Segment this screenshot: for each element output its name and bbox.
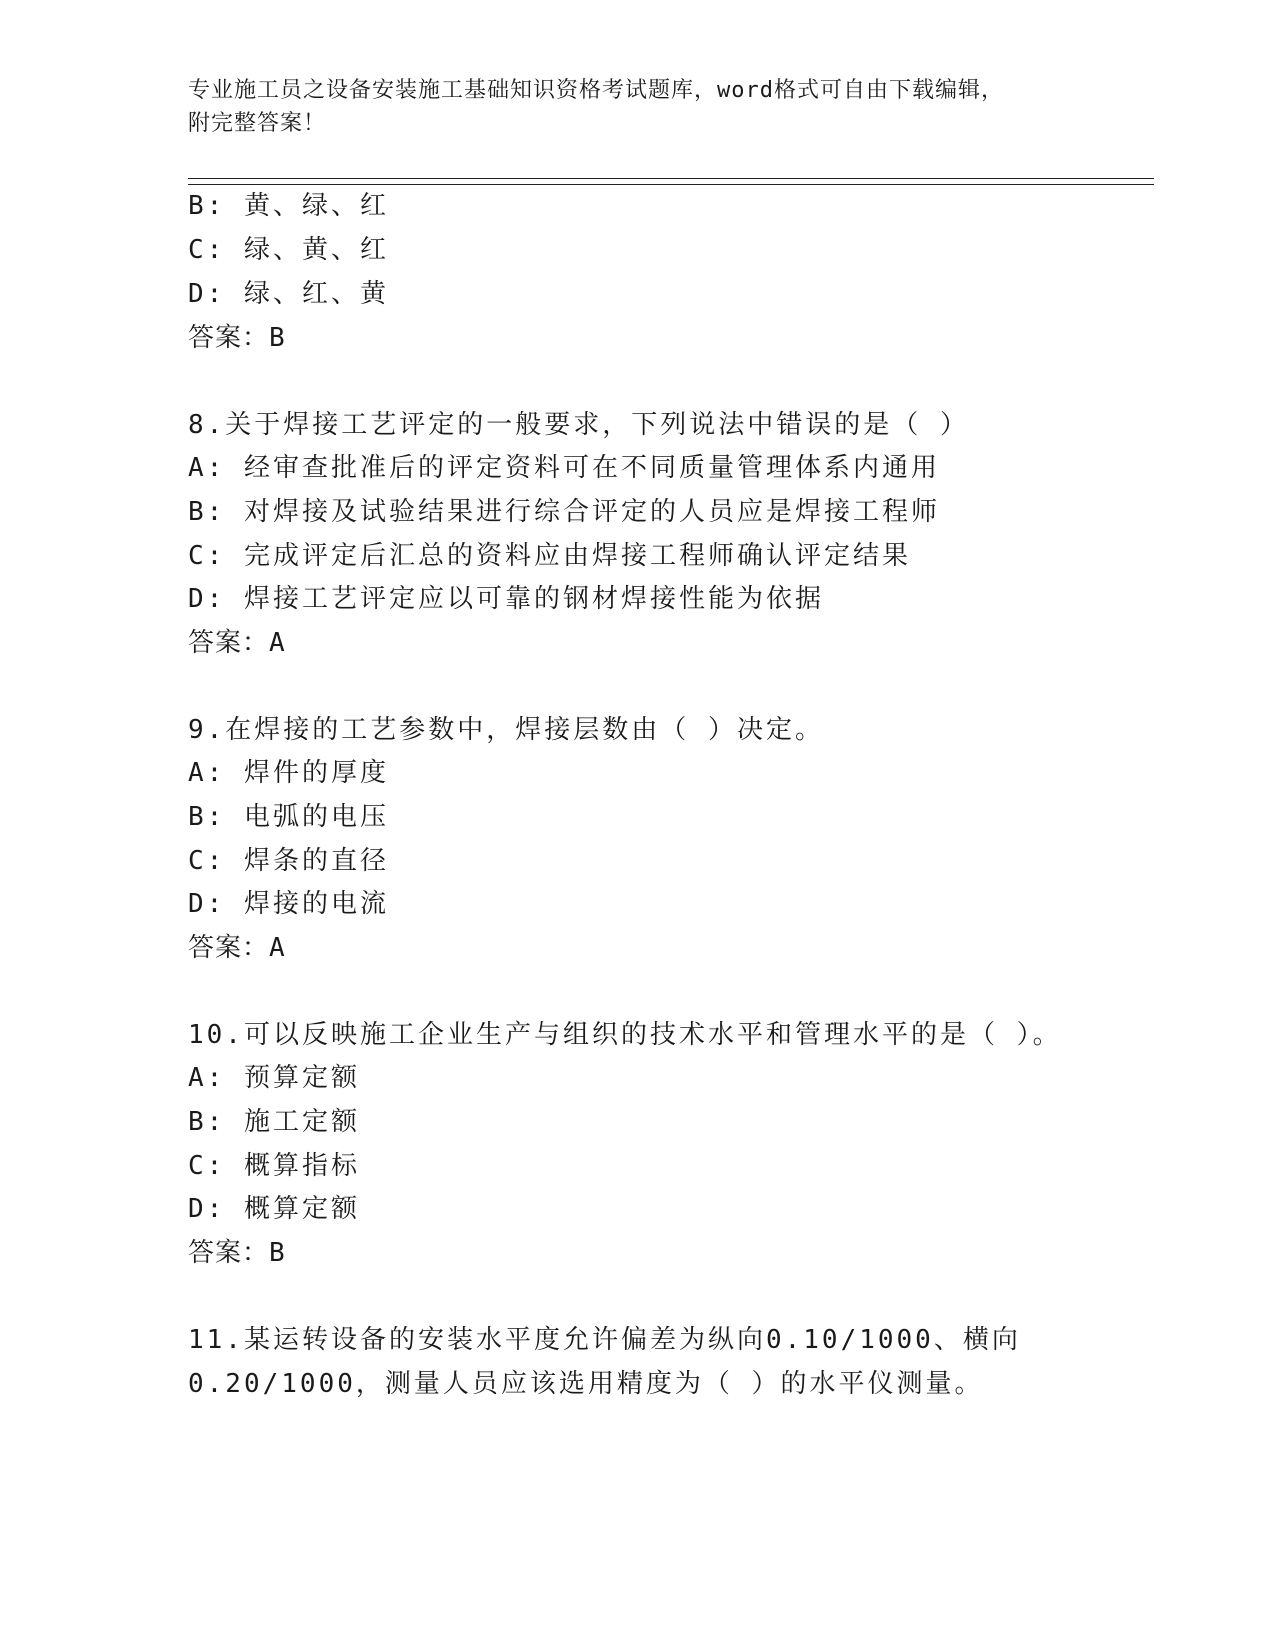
header-line-1: 专业施工员之设备安装施工基础知识资格考试题库，word格式可自由下载编辑，: [188, 78, 1004, 103]
option-d: D: 焊接工艺评定应以可靠的钢材焊接性能为依据: [188, 584, 824, 614]
answer: 答案：A: [188, 628, 286, 658]
document-header: [188, 74, 1088, 140]
option-c: C: 绿、黄、红: [188, 235, 389, 265]
option-a: A: 焊件的厚度: [188, 758, 389, 788]
option-a: A: 经审查批准后的评定资料可在不同质量管理体系内通用: [188, 453, 940, 483]
option-c: C: 概算指标: [188, 1151, 360, 1181]
answer: 答案：B: [188, 323, 286, 353]
option-c: C: 完成评定后汇总的资料应由焊接工程师确认评定结果: [188, 541, 911, 571]
answer: 答案：B: [188, 1238, 286, 1268]
header-divider-bottom: [188, 184, 1154, 185]
header-line-2: 附完整答案！: [188, 111, 327, 136]
option-b: B: 对焊接及试验结果进行综合评定的人员应是焊接工程师: [188, 497, 940, 527]
question-stem-line-1: 11.某运转设备的安装水平度允许偏差为纵向0.10/1000、横向: [188, 1325, 1021, 1355]
option-d: D: 概算定额: [188, 1194, 360, 1224]
option-b: B: 电弧的电压: [188, 802, 389, 832]
option-d: D: 绿、红、黄: [188, 279, 389, 309]
option-b: B: 黄、绿、红: [188, 191, 389, 221]
answer: 答案：A: [188, 933, 286, 963]
question-stem: 9.在焊接的工艺参数中，焊接层数由（ ）决定。: [188, 715, 824, 745]
header-divider-top: [188, 178, 1154, 179]
question-stem-line-2: 0.20/1000，测量人员应该选用精度为（ ）的水平仪测量。: [188, 1369, 984, 1399]
question-stem: 10.可以反映施工企业生产与组织的技术水平和管理水平的是（ ）。: [188, 1020, 1062, 1050]
option-c: C: 焊条的直径: [188, 846, 389, 876]
option-b: B: 施工定额: [188, 1107, 360, 1137]
option-a: A: 预算定额: [188, 1063, 360, 1093]
option-d: D: 焊接的电流: [188, 889, 389, 919]
question-stem: 8.关于焊接工艺评定的一般要求，下列说法中错误的是（ ）: [188, 410, 969, 440]
